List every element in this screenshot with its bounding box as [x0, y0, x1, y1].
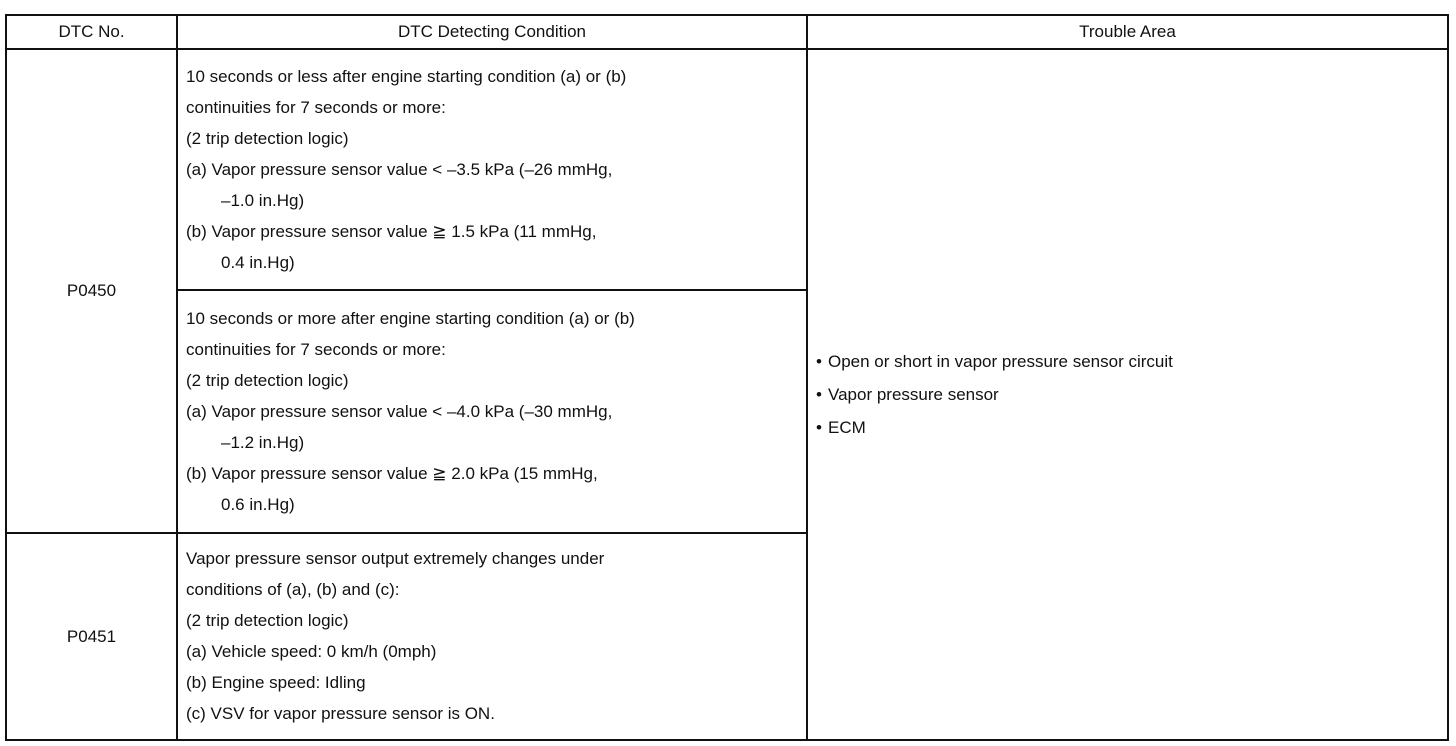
condition-cell — [177, 290, 807, 533]
condition-line: (b) Engine speed: Idling — [186, 673, 366, 692]
header-dtc-no: DTC No. — [6, 15, 177, 49]
table-row — [6, 49, 1448, 290]
trouble-area-text: Open or short in vapor pressure sensor circuit — [828, 352, 1173, 371]
condition-line: (b) Vapor pressure sensor value ≧ 1.5 kPa (11 mmHg, — [186, 221, 597, 241]
condition-line: (a) Vapor pressure sensor value < –4.0 kPa (–30 mmHg, — [186, 401, 613, 421]
trouble-area-text: ECM — [828, 418, 866, 437]
condition-line: (2 trip detection logic) — [186, 611, 349, 630]
condition-line: (a) Vapor pressure sensor value < –3.5 kPa (–26 mmHg, — [186, 159, 613, 179]
condition-line: 0.6 in.Hg) — [221, 494, 295, 514]
condition-line: (a) Vehicle speed: 0 km/h (0mph) — [186, 642, 437, 661]
bullet-icon: • — [816, 418, 822, 437]
condition-line: conditions of (a), (b) and (c): — [186, 580, 400, 599]
trouble-area-item — [816, 411, 1439, 444]
trouble-area-cell — [807, 49, 1448, 740]
condition-line: continuities for 7 seconds or more: — [186, 97, 446, 117]
trouble-area-item — [816, 345, 1439, 378]
condition-cell — [177, 49, 807, 290]
condition-line: continuities for 7 seconds or more: — [186, 339, 446, 359]
header-row — [6, 15, 1448, 49]
condition-line: –1.0 in.Hg) — [221, 190, 305, 210]
dtc-table — [5, 14, 1449, 741]
condition-line: 10 seconds or less after engine starting condition (a) or (b) — [186, 66, 627, 86]
condition-cell — [177, 533, 807, 740]
dtc-code-p0451: P0451 — [6, 533, 177, 740]
condition-line: (c) VSV for vapor pressure sensor is ON. — [186, 704, 495, 723]
condition-line: 10 seconds or more after engine starting condition (a) or (b) — [186, 308, 635, 328]
bullet-icon: • — [816, 352, 822, 371]
condition-line: (2 trip detection logic) — [186, 128, 349, 148]
trouble-area-text: Vapor pressure sensor — [828, 385, 999, 404]
bullet-icon: • — [816, 385, 822, 404]
header-trouble-area: Trouble Area — [807, 15, 1448, 49]
header-detecting-condition: DTC Detecting Condition — [177, 15, 807, 49]
condition-line: –1.2 in.Hg) — [221, 432, 305, 452]
condition-line: 0.4 in.Hg) — [221, 252, 295, 272]
condition-line: (b) Vapor pressure sensor value ≧ 2.0 kPa (15 mmHg, — [186, 463, 598, 483]
dtc-code-p0450: P0450 — [6, 49, 177, 533]
condition-line: Vapor pressure sensor output extremely changes under — [186, 549, 605, 568]
trouble-area-item — [816, 378, 1439, 411]
condition-line: (2 trip detection logic) — [186, 370, 349, 390]
